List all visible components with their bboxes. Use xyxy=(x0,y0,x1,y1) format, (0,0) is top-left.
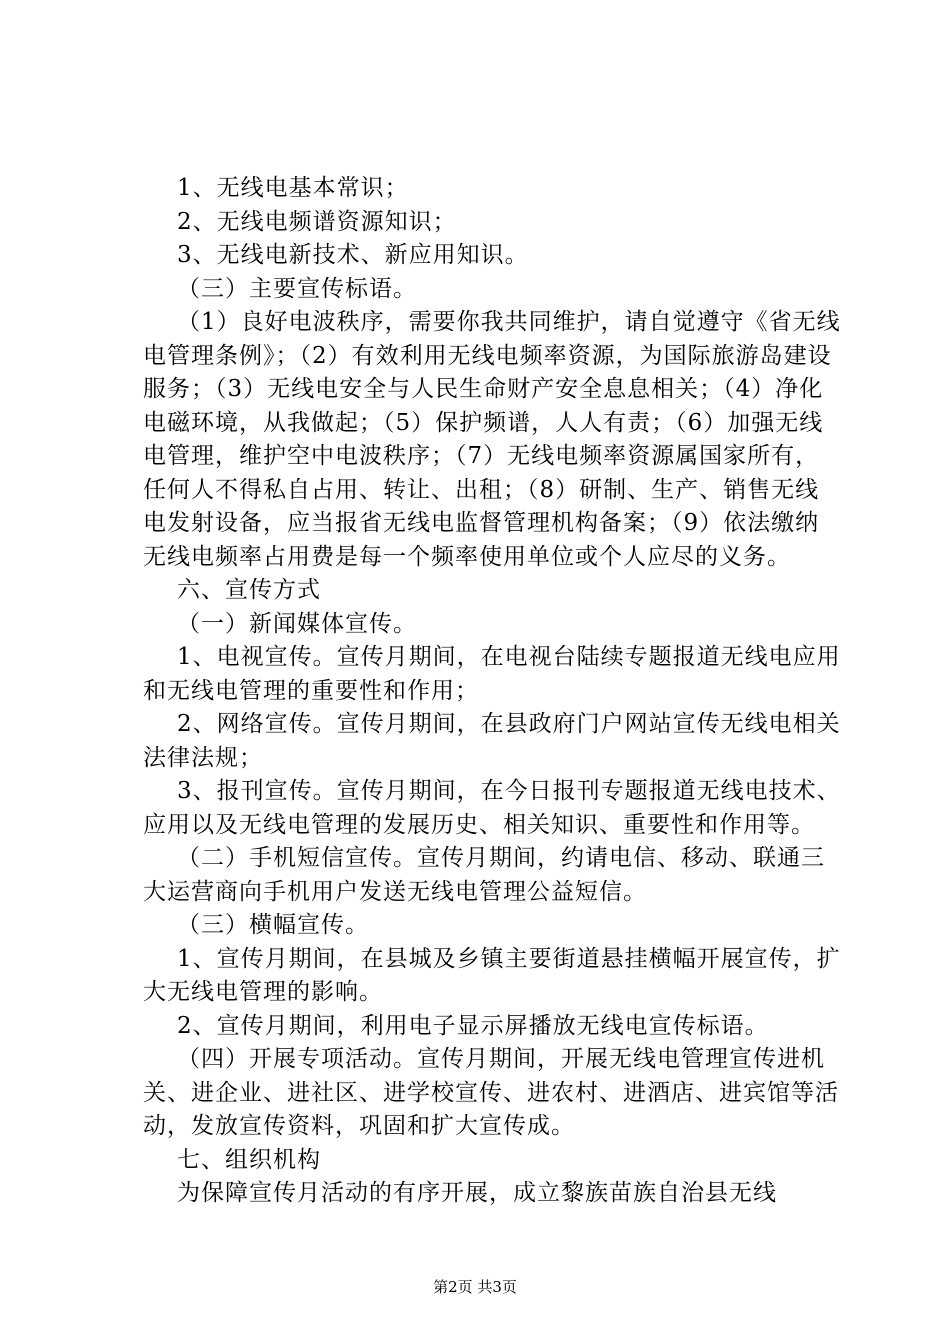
paragraph: 1、电视宣传。宣传月期间，在电视台陆续专题报道无线电应用和无线电管理的重要性和作用； xyxy=(143,644,841,704)
paragraph: （三）主要宣传标语。 xyxy=(177,275,417,302)
paragraph: 2、无线电频谱资源知识； xyxy=(177,208,457,235)
paragraph: （三）横幅宣传。 xyxy=(177,912,369,938)
paragraph: 2、宣传月期间，利用电子显示屏播放无线电宣传标语。 xyxy=(177,1012,769,1039)
paragraph: （二）手机短信宣传。宣传月期间，约请电信、移动、联通三大运营商向手机用户发送无线电管理公益短信。 xyxy=(143,845,825,905)
paragraph: 六、宣传方式 xyxy=(177,577,321,603)
paragraph: 2、网络宣传。宣传月期间，在县政府门户网站宣传无线电相关法律法规； xyxy=(143,711,841,771)
document-body xyxy=(143,172,843,1211)
paragraph: 1、宣传月期间，在县城及乡镇主要街道悬挂横幅开展宣传，扩大无线电管理的影响。 xyxy=(143,945,841,1005)
page-footer: 第2页 共3页 xyxy=(433,1278,517,1296)
paragraph: 七、组织机构 xyxy=(177,1146,321,1173)
paragraph: 3、报刊宣传。宣传月期间，在今日报刊专题报道无线电技术、应用以及无线电管理的发展历史、相关知识、重要性和作用等。 xyxy=(143,778,841,838)
paragraph: 为保障宣传月活动的有序开展，成立黎族苗族自治县无线 xyxy=(177,1180,777,1206)
paragraph: （一）新闻媒体宣传。 xyxy=(177,610,417,637)
paragraph: 1、无线电基本常识； xyxy=(177,175,409,201)
paragraph: （四）开展专项活动。宣传月期间，开展无线电管理宣传进机关、进企业、进社区、进学校宣传、进农村、进酒店、进宾馆等活动，发放宣传资料，巩固和扩大宣传成。 xyxy=(143,1046,839,1139)
paragraph: 3、无线电新技术、新应用知识。 xyxy=(177,242,529,268)
paragraph: （1）良好电波秩序，需要你我共同维护，请自觉遵守《省无线电管理条例》；（2）有效利用无线电频率资源，为国际旅游岛建设服务；（3）无线电安全与人民生命财产安全息息相关；（4）净化电磁环境，从我做起；（5）保护频谱，人人有责；（6）加强无线电管理，维护空中电波秩序；（7）无线电频率资源属国家所有，任何人不得私自占用、转让、出租；（8）研制、生产、销售无线电发射设备，应当报省无线电监督管理机构备案；（9）依法缴纳无线电频率占用费是每一个频率使用单位或个人应尽的义务。 xyxy=(143,309,841,570)
